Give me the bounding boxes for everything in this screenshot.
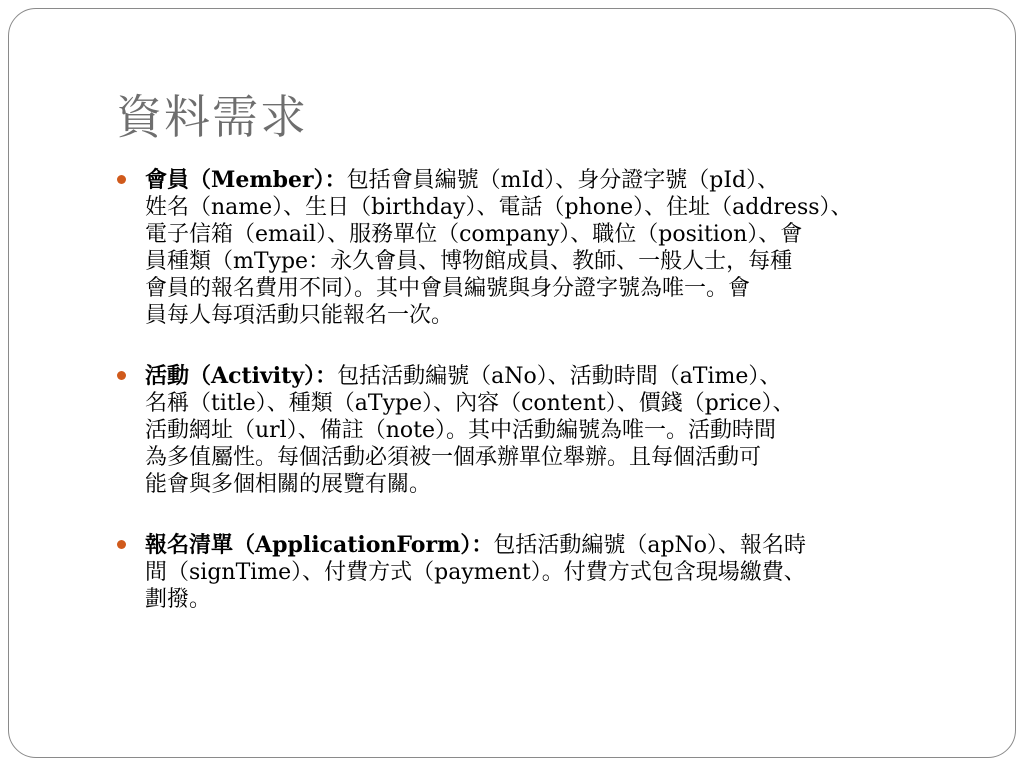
bullet-line: 會員的報名費用不同）。其中會員編號與身分證字號為唯一。會 [145,276,751,301]
bullet-line: 電子信箱（email）、服務單位（company）、職位（position）、會 [145,222,803,247]
slide-title: 資料需求 [116,90,308,144]
bullet-line: 為多值屬性。每個活動必須被一個承辦單位舉辦。且每個活動可 [145,445,762,470]
bullet-line: 間（signTime）、付費方式（payment）。付費方式包含現場繳費、 [145,560,806,585]
bullet-line [145,532,1007,559]
bullet-item-application-form [117,532,1007,613]
bullet-text: 包括活動編號（apNo）、報名時 [493,533,807,558]
bullet-list [117,167,1007,647]
bullet-line: 姓名（name）、生日（birthday）、電話（phone）、住址（address）、 [145,195,853,220]
bullet-line: 員種類（mType：永久會員、博物館成員、教師、一般人士，每種 [145,249,793,274]
bullet-line: 劃撥。 [145,587,212,612]
bullet-lead: 活動（Activity）： [145,363,338,389]
bullet-dot-icon [117,540,126,549]
bullet-lead: 會員（Member）： [145,167,347,193]
bullet-line: 名稱（title）、種類（aType）、內容（content）、價錢（price）、 [145,391,795,416]
slide [8,8,1016,758]
bullet-dot-icon [117,371,126,380]
bullet-text: 包括活動編號（aNo）、活動時間（aTime）、 [337,364,782,389]
bullet-line: 員每人每項活動只能報名一次。 [145,303,454,328]
bullet-item-member [117,167,1007,329]
bullet-item-activity [117,363,1007,498]
bullet-dot-icon [117,175,126,184]
bullet-line [145,363,1007,390]
bullet-text: 包括會員編號（mId）、身分證字號（pId）、 [346,168,780,193]
bullet-line: 能會與多個相關的展覽有關。 [145,472,432,497]
bullet-line: 活動網址（url）、備註（note）。其中活動編號為唯一。活動時間 [145,418,776,443]
bullet-lead: 報名清單（ApplicationForm）： [145,532,494,558]
bullet-line [145,167,1007,194]
